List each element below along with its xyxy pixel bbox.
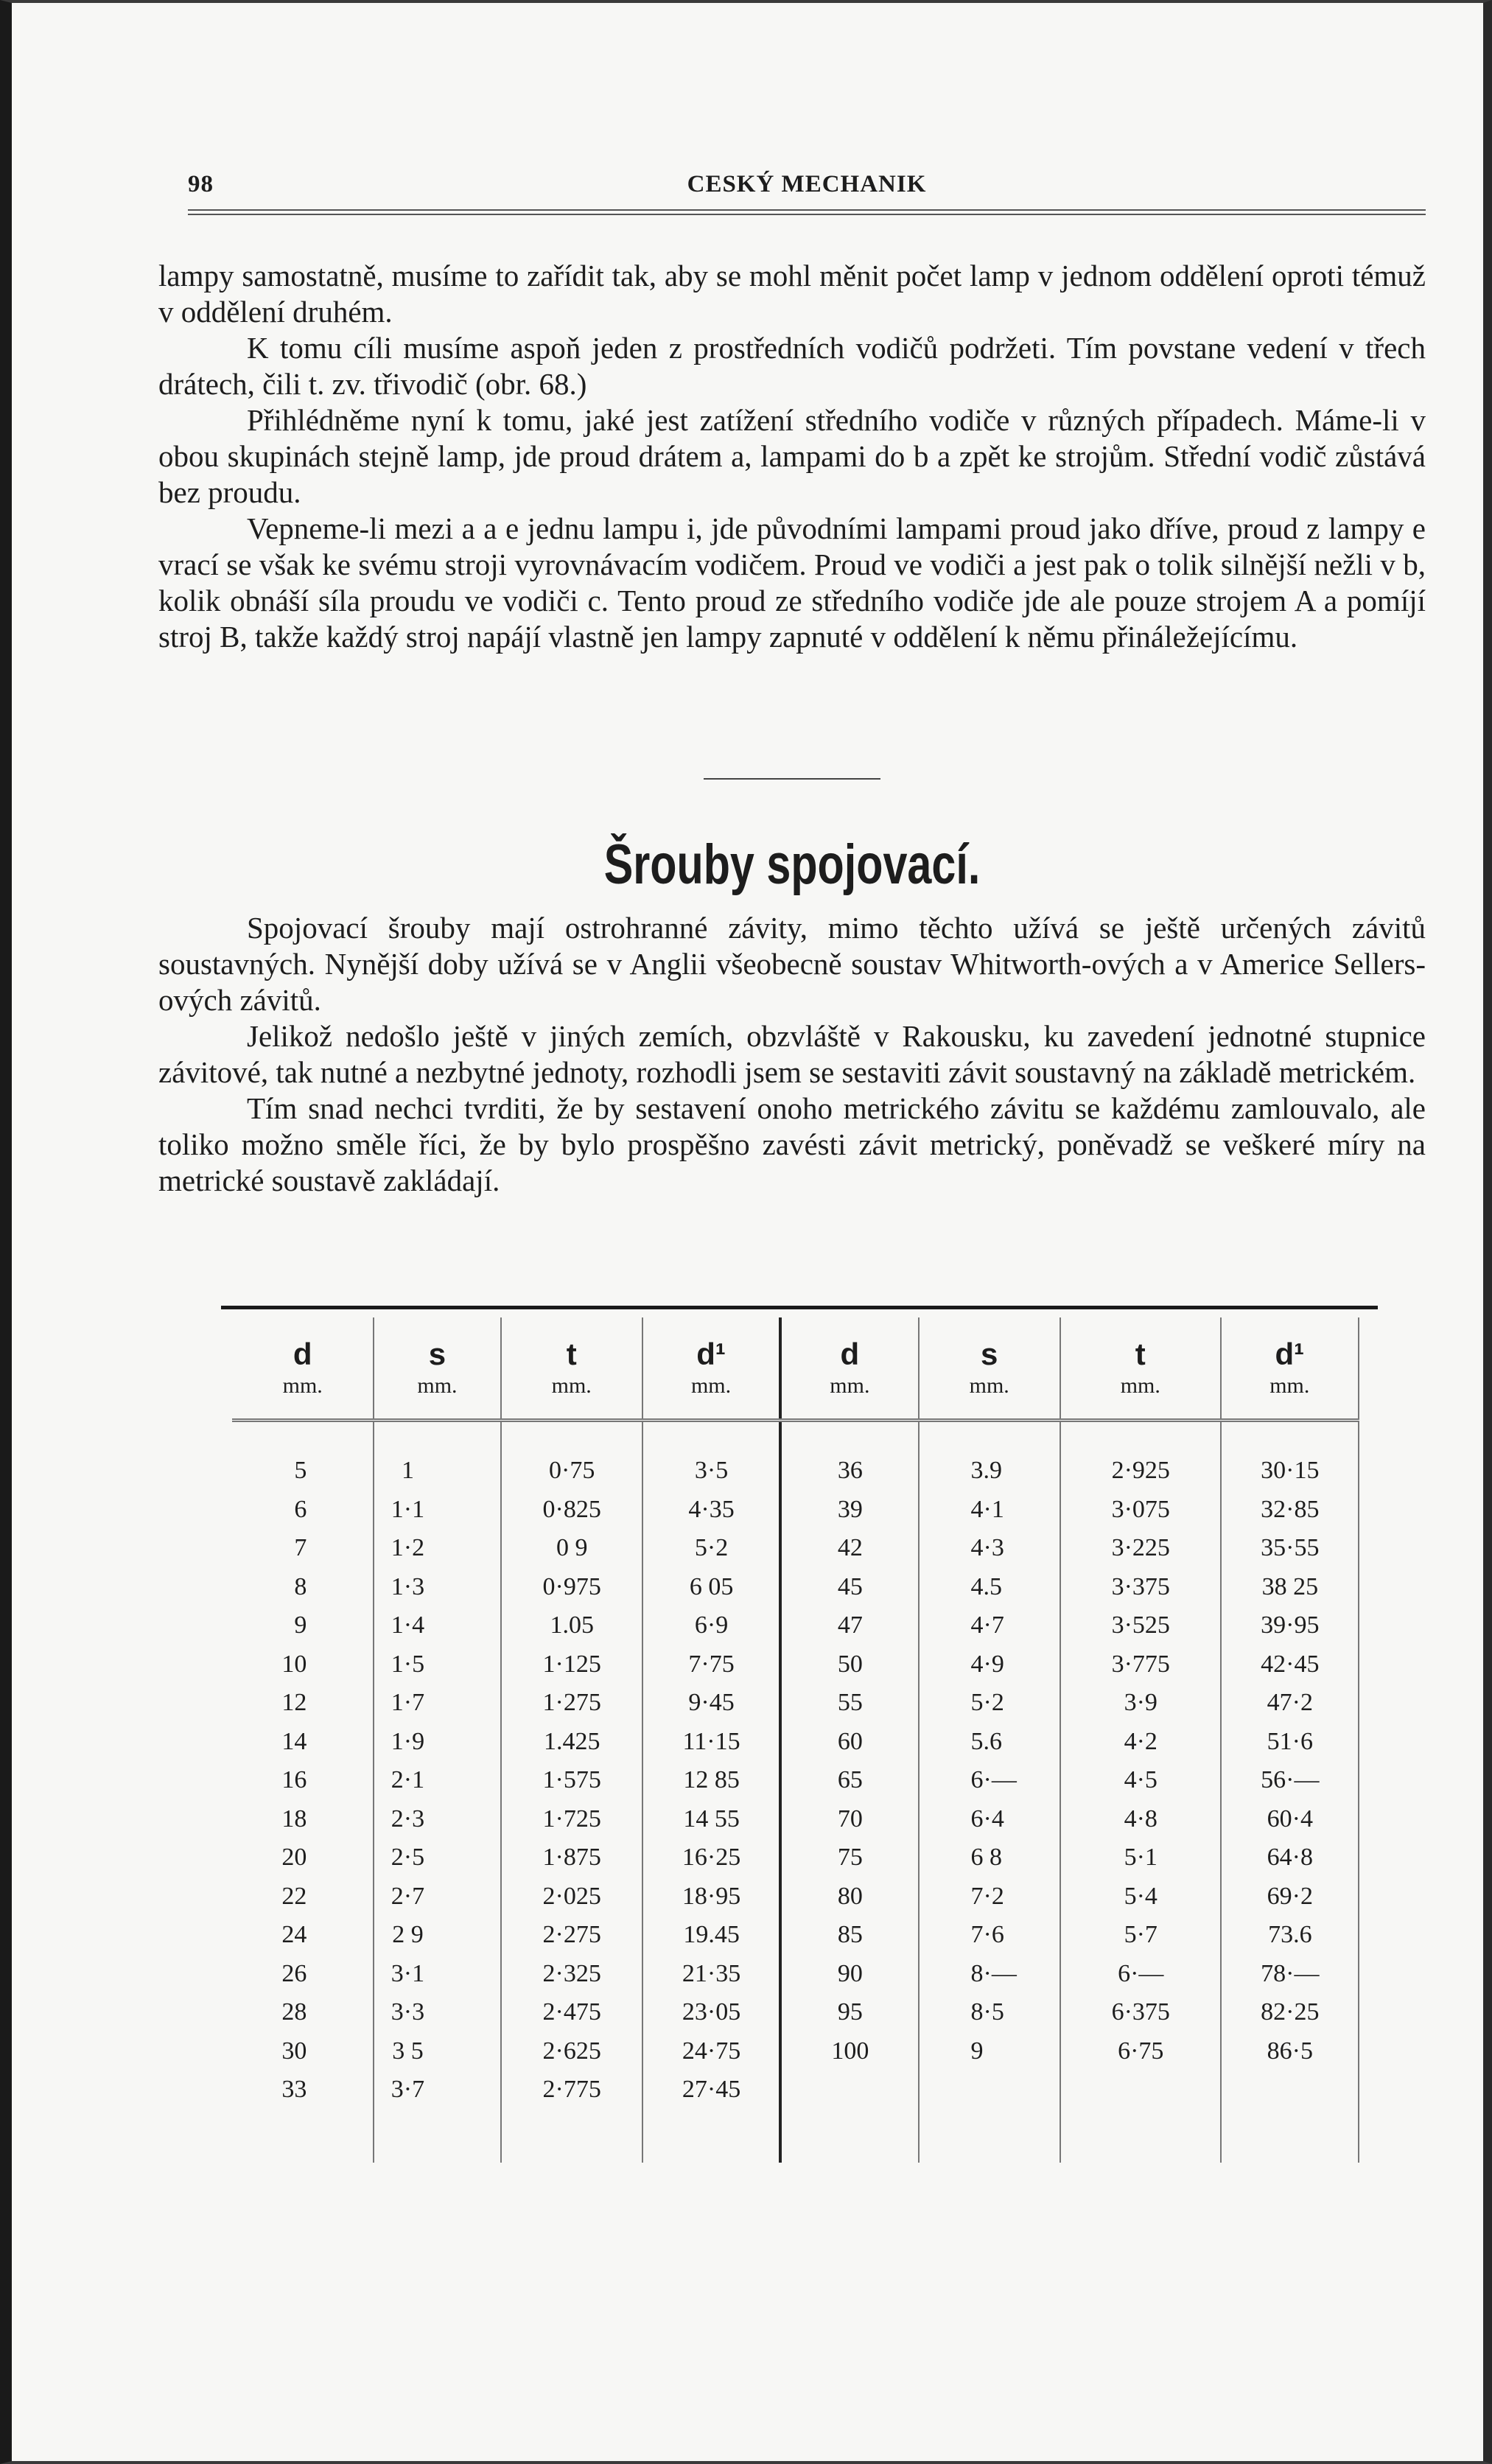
table-cell: 2·625 [501, 2032, 642, 2071]
table-cell: 1·7 [374, 1684, 500, 1723]
table-cell: 3·5 [642, 1452, 780, 1491]
table-cell: 0·825 [501, 1491, 642, 1530]
paragraph: K tomu cíli musíme aspoň jeden z prostředních vodičů podržeti. Tím povstane vedení v třech drátech, čili t. zv. třivodič (obr. 68.) [158, 331, 1426, 401]
table-cell: 18·95 [642, 1877, 780, 1917]
table-cell: 4·2 [1060, 1723, 1221, 1762]
table-header-row [232, 1317, 1359, 1373]
table-row [232, 1993, 1359, 2032]
table-cell: 0 9 [501, 1529, 642, 1568]
table-cell: 70 [780, 1800, 918, 1839]
table-cell: 1·275 [501, 1684, 642, 1723]
table-cell: 60·4 [1221, 1800, 1359, 1839]
table-row [232, 1838, 1359, 1877]
table-cell: 24 [232, 1916, 374, 1955]
table-cell: 35·55 [1221, 1529, 1359, 1568]
table-tail [232, 2110, 1359, 2163]
table-cell: 47 [780, 1606, 918, 1645]
table-cell: 2·025 [501, 1877, 642, 1917]
table-cell: 2·7 [374, 1877, 500, 1917]
table-cell: 60 [780, 1723, 918, 1762]
table-cell: 50 [780, 1645, 918, 1684]
table-cell: 27·45 [642, 2071, 780, 2110]
table-cell: 30 [232, 2032, 374, 2071]
table-cell: 73.6 [1221, 1916, 1359, 1955]
unit-label: mm. [1060, 1373, 1221, 1421]
table-cell: 56·— [1221, 1761, 1359, 1800]
paragraph: Vepneme-li mezi a a e jednu lampu i, jde původními lampami proud jako dříve, proud z lampy e vrací se však ke svému stroji vyrovnávacím vodičem. Proud ve vodiči a jest pak o tolik silnější nežli v b, kolik obnáší síla proudu ve vodiči c. Tento proud ze středního vodiče jde ale pouze strojem A a pomíjí stroj B, takže každý stroj napájí vlastně jen lampy zapnuté v oddělení k němu přináležejícímu. [158, 511, 1426, 654]
table-cell: 1·725 [501, 1800, 642, 1839]
unit-label: mm. [501, 1373, 642, 1421]
header-rule [188, 209, 1426, 215]
table-cell: 1·4 [374, 1606, 500, 1645]
table-cell: 14 [232, 1723, 374, 1762]
table-cell: 47·2 [1221, 1684, 1359, 1723]
table-cell: 3·525 [1060, 1606, 1221, 1645]
table-cell: 19.45 [642, 1916, 780, 1955]
table-cell: 6·375 [1060, 1993, 1221, 2032]
table-cell: 1·5 [374, 1645, 500, 1684]
table-cell: 22 [232, 1877, 374, 1917]
table-cell: 1.05 [501, 1606, 642, 1645]
table-cell: 2·475 [501, 1993, 642, 2032]
table-cell: 42 [780, 1529, 918, 1568]
thread-table [232, 1317, 1359, 2163]
table-units-row [232, 1373, 1359, 1421]
table-cell: 6·9 [642, 1606, 780, 1645]
table-cell: 78·— [1221, 1955, 1359, 1994]
table-cell: 5.6 [919, 1723, 1060, 1762]
table-cell: 0·975 [501, 1568, 642, 1607]
table-cell [1060, 2071, 1221, 2110]
unit-label: mm. [642, 1373, 780, 1421]
table-row [232, 1800, 1359, 1839]
table-cell: 2·775 [501, 2071, 642, 2110]
table-cell: 16 [232, 1761, 374, 1800]
table-row [232, 1568, 1359, 1607]
table-cell: 45 [780, 1568, 918, 1607]
table-cell: 3·225 [1060, 1529, 1221, 1568]
table-cell: 2·325 [501, 1955, 642, 1994]
table-cell: 38 25 [1221, 1568, 1359, 1607]
table-cell: 1·2 [374, 1529, 500, 1568]
table-cell: 55 [780, 1684, 918, 1723]
table-row [232, 1877, 1359, 1917]
paragraph: Spojovací šrouby mají ostrohranné závity, mimo těchto užívá se ještě určených závitů soustavných. Nynější doby užívá se v Anglii všeobecně soustav Whitworth-ových a v Americe Sellers-ových závitů. [158, 911, 1426, 1017]
table-cell: 5·2 [642, 1529, 780, 1568]
table-cell: 4·35 [642, 1491, 780, 1530]
table-cell: 9 [232, 1606, 374, 1645]
table-cell: 3·375 [1060, 1568, 1221, 1607]
table-cell: 4·8 [1060, 1800, 1221, 1839]
table-cell: 6·— [919, 1761, 1060, 1800]
table-cell: 5·4 [1060, 1877, 1221, 1917]
table-cell: 95 [780, 1993, 918, 2032]
table-cell: 3·9 [1060, 1684, 1221, 1723]
table-cell: 1·875 [501, 1838, 642, 1877]
table-cell: 5·2 [919, 1684, 1060, 1723]
table-cell: 2·5 [374, 1838, 500, 1877]
table-cell: 7 [232, 1529, 374, 1568]
table-cell: 7·6 [919, 1916, 1060, 1955]
table-cell: 3·775 [1060, 1645, 1221, 1684]
table-top-rule [221, 1306, 1378, 1309]
table-cell: 2 9 [374, 1916, 500, 1955]
table-cell: 85 [780, 1916, 918, 1955]
table-row [232, 1529, 1359, 1568]
column-header: d [780, 1317, 918, 1373]
table-cell: 5 [232, 1452, 374, 1491]
paragraph: Tím snad nechci tvrditi, že by sestavení onoho metrického závitu se každému zamlouvalo, ale toliko možno směle říci, že by bylo prospěšno zavésti závit metrický, poněvadž se veškeré míry na metrické soustavě zakládají. [158, 1091, 1426, 1197]
section-text-2 [158, 910, 1426, 1199]
table-row [232, 1452, 1359, 1491]
table-cell: 9 [919, 2032, 1060, 2071]
table-cell: 18 [232, 1800, 374, 1839]
column-header: s [919, 1317, 1060, 1373]
table-row [232, 1606, 1359, 1645]
table-cell: 20 [232, 1838, 374, 1877]
table-cell: 1·575 [501, 1761, 642, 1800]
table-cell: 26 [232, 1955, 374, 1994]
unit-label: mm. [374, 1373, 500, 1421]
table-cell: 8·— [919, 1955, 1060, 1994]
table-cell: 5·7 [1060, 1916, 1221, 1955]
table-cell: 6·4 [919, 1800, 1060, 1839]
unit-label: mm. [1221, 1373, 1359, 1421]
table-cell: 3.9 [919, 1452, 1060, 1491]
table-cell: 3·7 [374, 2071, 500, 2110]
paragraph: Přihlédněme nyní k tomu, jaké jest zatížení středního vodiče v různých případech. Máme-li v obou skupinách stejně lamp, jde proud drátem a, lampami do b a zpět ke strojům. Střední vodič zůstává bez proudu. [158, 403, 1426, 509]
table-cell [1221, 2071, 1359, 2110]
table-cell: 24·75 [642, 2032, 780, 2071]
table-cell: 0·75 [501, 1452, 642, 1491]
unit-label: mm. [232, 1373, 374, 1421]
table-cell: 4·3 [919, 1529, 1060, 1568]
running-title: CESKÝ MECHANIK [687, 171, 927, 197]
section-text-1 [158, 258, 1426, 655]
table-cell: 7·2 [919, 1877, 1060, 1917]
table-cell: 3 5 [374, 2032, 500, 2071]
table-row [232, 1645, 1359, 1684]
table-cell: 30·15 [1221, 1452, 1359, 1491]
table-cell: 5·1 [1060, 1838, 1221, 1877]
table-cell: 36 [780, 1452, 918, 1491]
table-cell: 86·5 [1221, 2032, 1359, 2071]
table-row [232, 2032, 1359, 2071]
table-row [232, 1723, 1359, 1762]
table-cell: 1·1 [374, 1491, 500, 1530]
table-cell: 2·275 [501, 1916, 642, 1955]
table-cell: 4·9 [919, 1645, 1060, 1684]
table-cell: 100 [780, 2032, 918, 2071]
table-cell: 2·3 [374, 1800, 500, 1839]
table-row [232, 1684, 1359, 1723]
column-header: d¹ [642, 1317, 780, 1373]
table-cell: 8 [232, 1568, 374, 1607]
table-cell: 6 8 [919, 1838, 1060, 1877]
table-cell: 23·05 [642, 1993, 780, 2032]
table-cell: 12 [232, 1684, 374, 1723]
table-cell: 1·125 [501, 1645, 642, 1684]
table-cell: 1·3 [374, 1568, 500, 1607]
section-heading: Šrouby spojovací. [603, 833, 981, 896]
unit-label: mm. [919, 1373, 1060, 1421]
table-cell: 10 [232, 1645, 374, 1684]
table-row [232, 2071, 1359, 2110]
table-cell: 3·075 [1060, 1491, 1221, 1530]
unit-label: mm. [780, 1373, 918, 1421]
table-cell: 42·45 [1221, 1645, 1359, 1684]
running-header [188, 171, 1426, 200]
table-cell: 82·25 [1221, 1993, 1359, 2032]
column-header: t [501, 1317, 642, 1373]
paragraph: lampy samostatně, musíme to zařídit tak, aby se mohl měnit počet lamp v jednom oddělení oproti témuž v oddělení druhém. [158, 259, 1426, 329]
table-cell: 6 [232, 1491, 374, 1530]
table-cell: 6 05 [642, 1568, 780, 1607]
table-cell: 14 55 [642, 1800, 780, 1839]
table-cell: 32·85 [1221, 1491, 1359, 1530]
table-row [232, 1916, 1359, 1955]
table-row [232, 1955, 1359, 1994]
table-row [232, 1491, 1359, 1530]
table-cell: 33 [232, 2071, 374, 2110]
page-number: 98 [188, 171, 214, 197]
table-cell: 69·2 [1221, 1877, 1359, 1917]
table-cell: 6·— [1060, 1955, 1221, 1994]
table-cell [919, 2071, 1060, 2110]
table-cell: 39 [780, 1491, 918, 1530]
page [158, 0, 1426, 2464]
table-cell: 1.425 [501, 1723, 642, 1762]
paragraph: Jelikož nedošlo ještě v jiných zemích, obzvláště v Rakousku, ku zavedení jednotné stupnice závitové, tak nutné a nezbytné jednoty, rozhodli jsem se sestaviti závit soustavný na základě metrickém. [158, 1019, 1426, 1089]
table-spacer [232, 1421, 1359, 1452]
column-header: d [232, 1317, 374, 1373]
column-header: d¹ [1221, 1317, 1359, 1373]
table-cell: 3·1 [374, 1955, 500, 1994]
table-cell: 1·9 [374, 1723, 500, 1762]
table-cell: 75 [780, 1838, 918, 1877]
column-header: t [1060, 1317, 1221, 1373]
table-cell: 8·5 [919, 1993, 1060, 2032]
table-cell: 65 [780, 1761, 918, 1800]
table-cell: 1 [374, 1452, 500, 1491]
table-cell: 16·25 [642, 1838, 780, 1877]
table-cell: 7·75 [642, 1645, 780, 1684]
table-cell: 2·925 [1060, 1452, 1221, 1491]
table-cell: 64·8 [1221, 1838, 1359, 1877]
table-cell: 90 [780, 1955, 918, 1994]
section-separator [704, 778, 880, 780]
table-row [232, 1761, 1359, 1800]
table-cell: 80 [780, 1877, 918, 1917]
table-cell: 4·5 [1060, 1761, 1221, 1800]
table-cell: 4·7 [919, 1606, 1060, 1645]
table-cell: 51·6 [1221, 1723, 1359, 1762]
table-cell: 4.5 [919, 1568, 1060, 1607]
table-cell: 4·1 [919, 1491, 1060, 1530]
table-cell: 28 [232, 1993, 374, 2032]
table-body [232, 1452, 1359, 2110]
column-header: s [374, 1317, 500, 1373]
table-cell: 3·3 [374, 1993, 500, 2032]
table-cell: 11·15 [642, 1723, 780, 1762]
table-cell: 21·35 [642, 1955, 780, 1994]
table-cell: 6·75 [1060, 2032, 1221, 2071]
table-cell [780, 2071, 918, 2110]
table-cell: 2·1 [374, 1761, 500, 1800]
table-cell: 9·45 [642, 1684, 780, 1723]
table-cell: 39·95 [1221, 1606, 1359, 1645]
table-cell: 12 85 [642, 1761, 780, 1800]
